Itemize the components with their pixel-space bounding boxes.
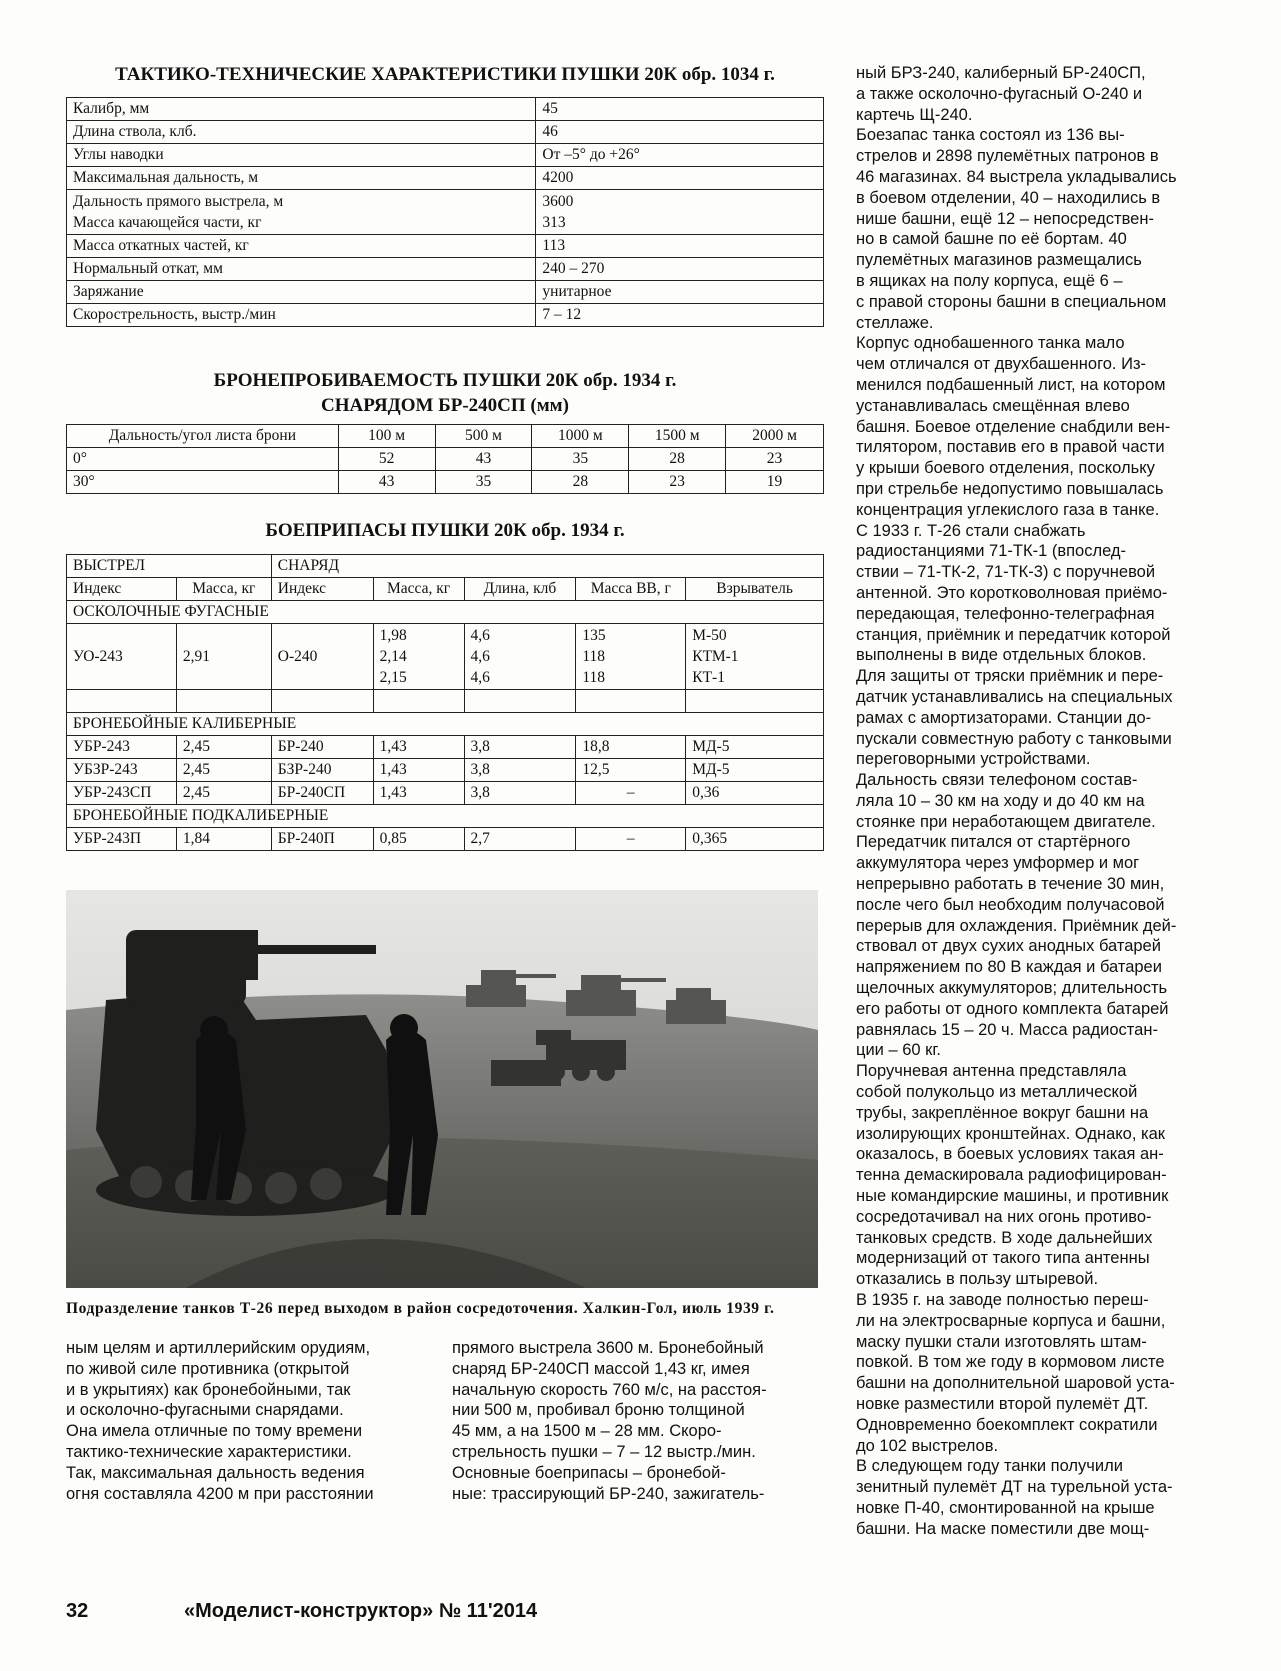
tth-value (536, 190, 824, 235)
text-column-right (856, 63, 1224, 1540)
table-row (67, 281, 824, 304)
ammo-col-header: Масса ВВ, г (576, 578, 686, 601)
ammo-col-header: Индекс (67, 578, 177, 601)
ammo-value: 118 (582, 669, 606, 686)
table-row (67, 759, 824, 782)
tth-param: Углы наводки (67, 144, 536, 167)
tth-value: От –5° до +26° (536, 144, 824, 167)
table-row (67, 190, 824, 235)
armor-header-cell: 2000 м (726, 425, 824, 448)
ammo-group-shot: ВЫСТРЕЛ (67, 555, 272, 578)
armor-value: 19 (726, 471, 824, 494)
ammo-cell: БР-240П (271, 828, 373, 851)
tth-param: Нормальный откат, мм (67, 258, 536, 281)
armor-table (66, 424, 824, 494)
table-header-row (67, 578, 824, 601)
ammo-cell: УБР-243П (67, 828, 177, 851)
ammo-col-header: Взрыватель (686, 578, 824, 601)
paragraph: Боезапас танка состоял из 136 вы- стрелов и 2898 пулемётных патронов в 46 магазинах. 84 выстрела укладывались в боевом отделении, 40 – находились в нише башни, ещё 12 – непосредствен- но в самой башне по её бортам. 40 пулемётных магазинов размещались в ящиках на полу корпуса, ещё 6 – с правой стороны башни в специальном стеллаже. (856, 126, 1177, 332)
ammo-cell: МД-5 (686, 736, 824, 759)
tth-param: Масса откатных частей, кг (67, 235, 536, 258)
ammo-cell: 2,45 (176, 782, 271, 805)
tth-value: 46 (536, 121, 824, 144)
ammo-cell: 1,43 (373, 736, 464, 759)
ammo-cell: 0,85 (373, 828, 464, 851)
ammo-cell: 18,8 (576, 736, 686, 759)
ammo-cell: 0,36 (686, 782, 824, 805)
table-row (67, 98, 824, 121)
ammo-cell: 2,7 (464, 828, 576, 851)
armor-header-cell: 1500 м (629, 425, 726, 448)
ammo-cell: МД-5 (686, 759, 824, 782)
magazine-title: «Моделист-конструктор» № 11'2014 (184, 1600, 538, 1622)
ammo-cell: – (576, 782, 686, 805)
armor-value: 43 (338, 471, 435, 494)
ammo-cell: 0,365 (686, 828, 824, 851)
table-row (67, 304, 824, 327)
ammo-title: БОЕПРИПАСЫ ПУШКИ 20К обр. 1934 г. (265, 520, 625, 541)
ammo-cell: 12,5 (576, 759, 686, 782)
page-number: 32 (66, 1600, 89, 1622)
ammo-fuze (686, 624, 824, 690)
tth-value: 113 (536, 235, 824, 258)
ammo-category-ap: БРОНЕБОЙНЫЕ КАЛИБЕРНЫЕ (67, 713, 824, 736)
paragraph: Дальность связи телефоном состав- ляла 10 – 30 км на ходу и до 40 км на стоянке при неработающем двигателе. Передатчик питался от стартёрного аккумулятора через умформер и мог непрерывно работать в течение 30 мин, после чего был необходим получасовой перерыв для охлаждения. Приёмник дей- ствовал от двух сухих анодных батарей напряжением по 80 В каждая и батареи щелочных аккумуляторов; длительность его работы от одного комплекта батарей равнялась 15 – 20 ч. Масса радиостан- ции – 60 кг. (856, 771, 1177, 1060)
tth-value: 4200 (536, 167, 824, 190)
ammo-cell: БР-240 (271, 736, 373, 759)
empty-cell (464, 690, 576, 713)
armor-value: 35 (435, 471, 532, 494)
paragraph: С 1933 г. Т-26 стали снабжать радиостанциями 71-ТК-1 (впослед- ствии – 71-ТК-2, 71-ТК-3) с поручневой антенной. Это коротковолновая приёмо- передающая, телефонно-телеграфная станция, приёмник и передатчик которой выполнены в виде отдельных блоков. Для защиты от тряски приёмник и пере- датчик устанавливались на специальных рамах с амортизаторами. Станции до- пускали совместную работу с танковыми переговорными устройствами. (856, 521, 1173, 769)
empty-cell (67, 690, 177, 713)
tth-param: Заряжание (67, 281, 536, 304)
ammo-cell: УБЗР-243 (67, 759, 177, 782)
paragraph: Поручневая антенна представляла собой полукольцо из металлической трубы, закреплённое вокруг башни на изолирующих кронштейнах. Однако, как оказалось, в боевых условиях такая ан- тенна демаскировала радиофицирован- ные командирские машины, и противник сосредотачивал на них огонь противо- танковых средств. В ходе дальнейших модернизаций от такого типа антенны отказались в пользу штыревой. (856, 1062, 1169, 1289)
ammo-cell: 1,43 (373, 759, 464, 782)
table-category-row (67, 601, 824, 624)
ammo-cell: 2,45 (176, 736, 271, 759)
table-empty-row (67, 690, 824, 713)
table-row (67, 235, 824, 258)
paragraph: В 1935 г. на заводе полностью переш- ли на электросварные корпуса и башни, маску пушки стали изготовлять штам- повкой. В том же году в кормовом листе башни на дополнительной шаровой уста- новке разместили второй пулемёт ДТ. Одновременно боекомплект сократили до 102 выстрелов. (856, 1291, 1175, 1455)
table-row (67, 828, 824, 851)
armor-value: 28 (532, 471, 629, 494)
paragraph: В следующем году танки получили зенитный пулемёт ДТ на турельной уста- новке П-40, смонтированной на крыше башни. На маске поместили две мощ- (856, 1457, 1173, 1538)
armor-angle: 30° (67, 471, 339, 494)
ammo-value: 118 (582, 648, 606, 665)
ammo-cell: 3,8 (464, 759, 576, 782)
ammo-cell: – (576, 828, 686, 851)
ammo-cell: УБР-243СП (67, 782, 177, 805)
ammo-shell-index: О-240 (271, 624, 373, 690)
table-row (67, 624, 824, 690)
armor-value: 23 (726, 448, 824, 471)
ammo-cell: 3,8 (464, 736, 576, 759)
ammo-value: 1,98 (379, 627, 407, 644)
table-row (67, 167, 824, 190)
tth-value-line: 313 (542, 214, 566, 231)
paragraph: Корпус однобашенного танка мало чем отличался от двухбашенного. Из- менился подбашенный лист, на котором устанавливалась смещённая влево башня. Боевое отделение снабдили вен- тилятором, поставив его в правой части у крыши боевого отделения, поскольку при стрельбе недопустимо повышалась концентрация углекислого газа в танке. (856, 334, 1171, 519)
table-category-row (67, 713, 824, 736)
photo-t26-tanks (66, 890, 818, 1288)
armor-value: 52 (338, 448, 435, 471)
tth-param: Скорострельность, выстр./мин (67, 304, 536, 327)
ammo-value: КТМ-1 (692, 648, 739, 665)
armor-header-cell: Дальность/угол листа брони (67, 425, 339, 448)
armor-title-line1: БРОНЕПРОБИВАЕМОСТЬ ПУШКИ 20К обр. 1934 г. (213, 370, 677, 391)
ammo-cell: БЗР-240 (271, 759, 373, 782)
tth-param: Длина ствола, клб. (67, 121, 536, 144)
ammo-shell-length (464, 624, 576, 690)
ammo-value: М-50 (692, 627, 727, 644)
tth-title: ТАКТИКО-ТЕХНИЧЕСКИЕ ХАРАКТЕРИСТИКИ ПУШКИ 20К обр. 1034 г. (115, 64, 775, 85)
ammo-category-he: ОСКОЛОЧНЫЕ ФУГАСНЫЕ (67, 601, 824, 624)
ammo-cell: 2,45 (176, 759, 271, 782)
ammo-col-header: Масса, кг (176, 578, 271, 601)
ammo-shell-mass (373, 624, 464, 690)
armor-header-cell: 500 м (435, 425, 532, 448)
table-row (67, 258, 824, 281)
photo-caption: Подразделение танков Т-26 перед выходом в район сосредоточения. Халкин-Гол, июль 1939 г. (66, 1300, 775, 1317)
ammo-value: 2,14 (379, 648, 407, 665)
ammo-shot-mass: 2,91 (176, 624, 271, 690)
armor-header-cell: 100 м (338, 425, 435, 448)
ammo-cell: УБР-243 (67, 736, 177, 759)
text-column-left (66, 1338, 421, 1504)
armor-title (66, 368, 824, 418)
empty-cell (686, 690, 824, 713)
ammo-value: 135 (582, 627, 606, 644)
tth-value: 240 – 270 (536, 258, 824, 281)
tth-param: Максимальная дальность, м (67, 167, 536, 190)
table-group-row (67, 555, 824, 578)
tth-value-line: 3600 (542, 193, 574, 210)
ammo-explosive-mass (576, 624, 686, 690)
table-row (67, 471, 824, 494)
text-column-middle (452, 1338, 824, 1504)
ammo-value: 4,6 (470, 648, 490, 665)
tth-value: унитарное (536, 281, 824, 304)
armor-value: 28 (629, 448, 726, 471)
ammo-col-header: Длина, клб (464, 578, 576, 601)
armor-value: 43 (435, 448, 532, 471)
ammo-category-sub: БРОНЕБОЙНЫЕ ПОДКАЛИБЕРНЫЕ (67, 805, 824, 828)
table-row (67, 782, 824, 805)
armor-title-line2: СНАРЯДОМ БР-240СП (мм) (321, 395, 569, 416)
photo-illustration (66, 890, 818, 1288)
ammo-shot-index: УО-243 (67, 624, 177, 690)
table-row (67, 121, 824, 144)
armor-value: 35 (532, 448, 629, 471)
tth-value: 45 (536, 98, 824, 121)
armor-angle: 0° (67, 448, 339, 471)
tth-param-line: Масса качающейся части, кг (73, 214, 262, 231)
table-row (67, 144, 824, 167)
ammo-value: 2,15 (379, 669, 407, 686)
table-row (67, 736, 824, 759)
table-category-row (67, 805, 824, 828)
table-header-row (67, 425, 824, 448)
empty-cell (373, 690, 464, 713)
empty-cell (576, 690, 686, 713)
ammo-cell: 1,84 (176, 828, 271, 851)
tth-table (66, 97, 824, 327)
ammo-value: 4,6 (470, 669, 490, 686)
empty-cell (176, 690, 271, 713)
ammo-cell: 3,8 (464, 782, 576, 805)
tth-param (67, 190, 536, 235)
ammo-value: 4,6 (470, 627, 490, 644)
ammo-col-header: Индекс (271, 578, 373, 601)
empty-cell (271, 690, 373, 713)
tth-param: Калибр, мм (67, 98, 536, 121)
tth-param-line: Дальность прямого выстрела, м (73, 193, 284, 210)
paragraph: прямого выстрела 3600 м. Бронебойный снаряд БР-240СП массой 1,43 кг, имея начальную скорость 760 м/с, на расстоя- нии 500 м, пробивал броню толщиной 45 мм, а на 1500 м – 28 мм. Скоро- стрельность пушки – 7 – 12 выстр./мин. Основные боеприпасы – бронебой- ные: трассирующий БР-240, зажигатель- (452, 1339, 767, 1503)
armor-header-cell: 1000 м (532, 425, 629, 448)
ammo-group-shell: СНАРЯД (271, 555, 823, 578)
armor-value: 23 (629, 471, 726, 494)
table-row (67, 448, 824, 471)
tth-value: 7 – 12 (536, 304, 824, 327)
paragraph: ным целям и артиллерийским орудиям, по живой силе противника (открытой и в укрытиях) как бронебойными, так и осколочно-фугасными снарядами. Она имела отличные по тому времени тактико-технические характеристики. Так, максимальная дальность ведения огня составляла 4200 м при расстоянии (66, 1339, 374, 1503)
ammo-table (66, 554, 824, 851)
ammo-value: КТ-1 (692, 669, 725, 686)
ammo-cell: 1,43 (373, 782, 464, 805)
ammo-cell: БР-240СП (271, 782, 373, 805)
ammo-col-header: Масса, кг (373, 578, 464, 601)
paragraph: ный БРЗ-240, калиберный БР-240СП, а также осколочно-фугасный О-240 и картечь Щ-240. (856, 64, 1146, 124)
